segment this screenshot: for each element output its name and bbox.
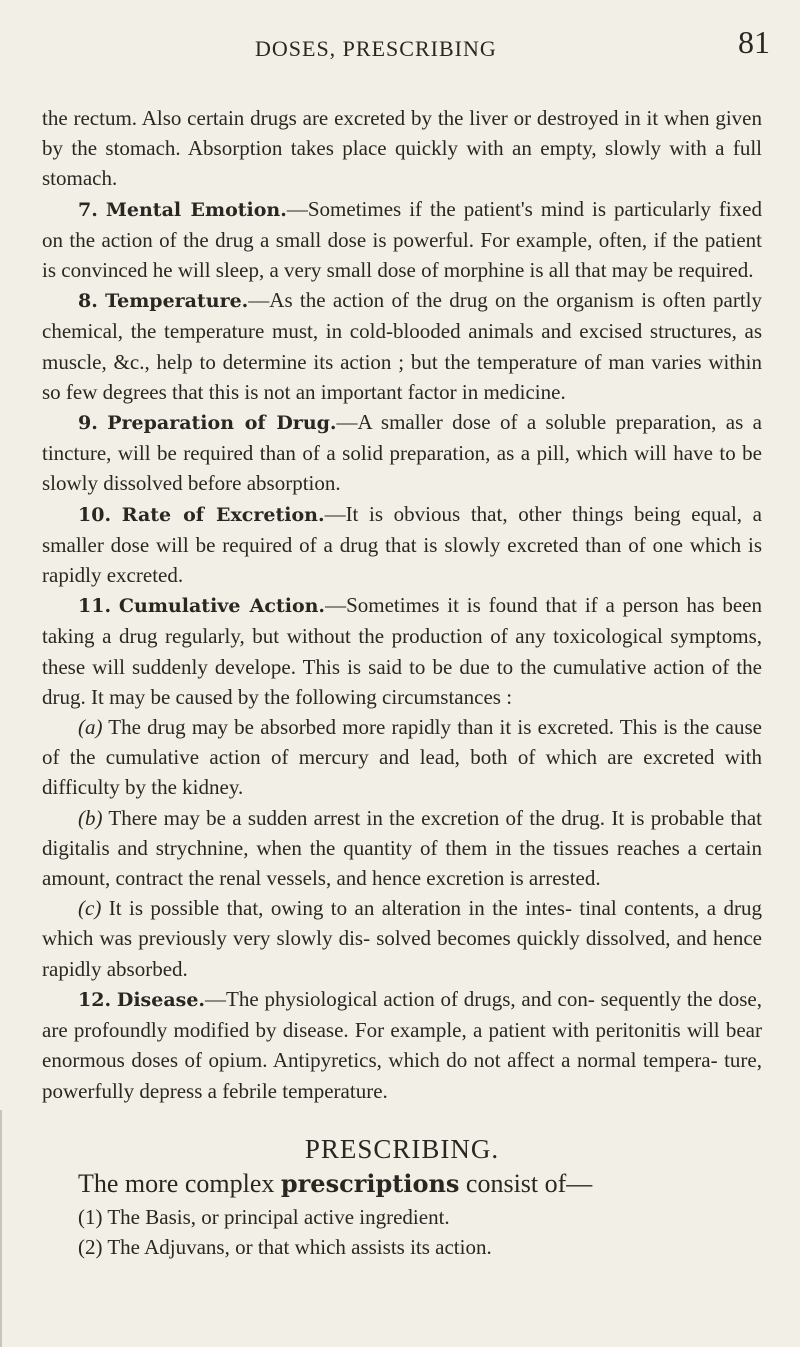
section-number: 10. bbox=[78, 503, 112, 526]
paragraph-preparation bbox=[42, 407, 762, 499]
section-number: 7. bbox=[78, 198, 98, 221]
section-number: 9. bbox=[78, 412, 98, 435]
paragraph-case-b bbox=[42, 803, 762, 894]
case-label: (b) bbox=[78, 805, 103, 830]
case-label: (a) bbox=[78, 715, 103, 740]
section-heading: Disease. bbox=[116, 988, 206, 1011]
section-text: —The physiological action of drugs, and con- sequently the dose, are profoundly modified by disease. For example, a patient with peritonitis will bear enormous doses of opium. Antipyretics, which do not affect a normal tempera- ture, powerfully depress a febrile temperature. bbox=[42, 986, 763, 1103]
prescribing-lead: The more complex prescriptions consist of— bbox=[78, 1168, 593, 1198]
paragraph-excretion bbox=[42, 499, 762, 591]
list-item: (1) The Basis, or principal active ingredient. bbox=[78, 1204, 450, 1229]
paragraph-continuation: the rectum. Also certain drugs are excreted by the liver or destroyed in it when given by the stomach. Absorption takes place quickly with an empty, slowly with a full stomach. bbox=[42, 106, 762, 191]
case-text: There may be a sudden arrest in the excretion of the drug. It is probable that digitalis and strychnine, when the quantity of them in the tissues reaches a certain amount, contract the renal vessels, and hence excretion is arrested. bbox=[42, 805, 762, 891]
paragraph-disease bbox=[42, 984, 762, 1106]
section-text: —As the action of the drug on the organism is often partly chemical, the temperature must, in cold-blooded animals and excised structures, as muscle, &c., help to determine its action ; but the temperature of man varies within so few degrees that this is not an important factor in medicine. bbox=[42, 288, 763, 404]
paragraph-case-c bbox=[42, 893, 762, 984]
page-edge-line bbox=[0, 1110, 2, 1347]
prescriptions-emphasis: prescriptions bbox=[280, 1168, 460, 1198]
section-text: —Sometimes if the patient's mind is particularly fixed on the action of the drug a small dose is powerful. For example, often, if the patient is convinced he will sleep, a very small dose of morphine is all that may be required. bbox=[42, 196, 763, 283]
case-label: (c) bbox=[78, 896, 102, 921]
paragraph-temperature bbox=[42, 285, 762, 407]
section-title-prescribing: PRESCRIBING. bbox=[304, 1133, 500, 1164]
paragraph-case-a bbox=[42, 712, 762, 803]
section-number: 12. bbox=[78, 988, 112, 1011]
section-number: 8. bbox=[78, 290, 98, 313]
section-heading: Preparation of Drug. bbox=[107, 412, 337, 435]
section-heading: Temperature. bbox=[105, 290, 249, 313]
section-heading: Cumulative Action. bbox=[118, 595, 326, 618]
list-item: (2) The Adjuvans, or that which assists its action. bbox=[78, 1235, 492, 1260]
main-text bbox=[42, 103, 762, 1262]
section-heading: Rate of Excretion. bbox=[121, 503, 325, 526]
running-title: DOSES, PRESCRIBING bbox=[255, 36, 497, 61]
section-text: —Sometimes it is found that if a person has been taking a drug regularly, but without the production of any toxicological symptoms, these will suddenly develope. This is said to be due to the cumulative action of the drug. It may be caused by the following circumstances : bbox=[42, 593, 763, 709]
section-number: 11. bbox=[78, 595, 112, 618]
case-text: It is possible that, owing to an alteration in the intes- tinal contents, a drug which was previously very slowly dis- solved becomes quickly dissolved, and hence rapidly absorbed. bbox=[42, 896, 762, 981]
section-heading: Mental Emotion. bbox=[105, 198, 287, 221]
section-text: —It is obvious that, other things being equal, a smaller dose will be required of a drug that is slowly excreted than of one which is rapidly excreted. bbox=[42, 501, 762, 588]
paragraph-mental-emotion bbox=[42, 194, 762, 286]
paragraph-cumulative bbox=[42, 590, 762, 712]
page-number: 81 bbox=[738, 24, 770, 60]
page-header bbox=[0, 14, 800, 74]
section-text: —A smaller dose of a soluble preparation, as a tincture, will be required than of a solid preparation, as a pill, which will have to be slowly dissolved before absorption. bbox=[42, 410, 762, 496]
case-text: The drug may be absorbed more rapidly than it is excreted. This is the cause of the cumulative action of mercury and lead, both of which are excreted with difficulty by the kidney. bbox=[42, 715, 762, 800]
